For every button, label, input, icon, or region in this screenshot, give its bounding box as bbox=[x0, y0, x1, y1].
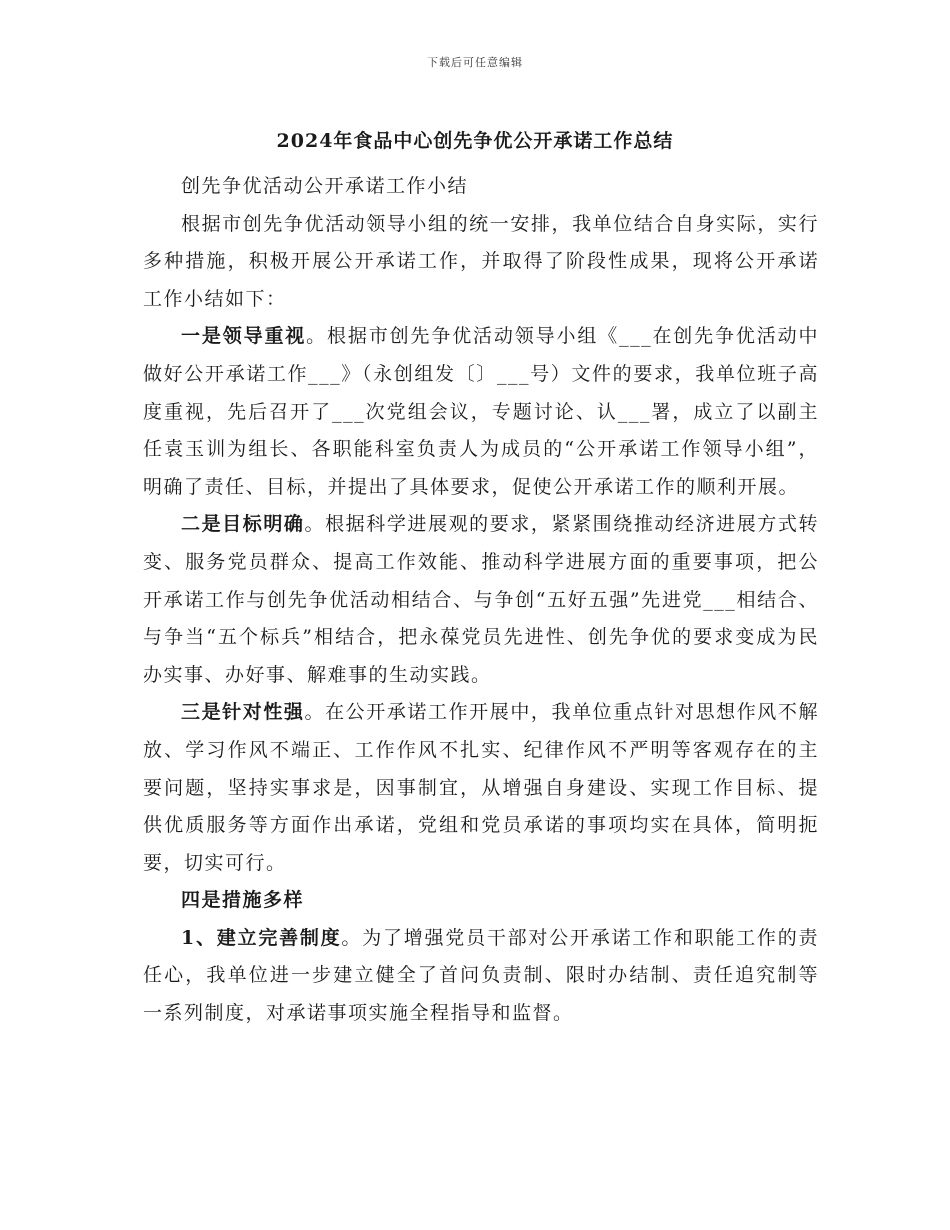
paragraph-targeted bbox=[143, 694, 819, 882]
header-note: 下载后可任意编辑 bbox=[427, 56, 523, 69]
paragraph-measures-heading bbox=[143, 882, 819, 920]
paragraph-text: 。为了增强党员干部对公开承诺工作和职能工作的责任心，我单位进一步建立健全了首问负责制、限时办结制、责任追究制等一系列制度，对承诺事项实施全程指导和监督。 bbox=[143, 926, 819, 1025]
document-title: 2024年食品中心创先争优公开承诺工作总结 bbox=[276, 130, 674, 152]
paragraph-lead: 二是目标明确 bbox=[181, 513, 305, 536]
paragraph-intro bbox=[143, 206, 819, 319]
paragraph-lead: 四是措施多样 bbox=[181, 889, 305, 912]
paragraph-goals bbox=[143, 506, 819, 694]
paragraph-text: 创先争优活动公开承诺工作小结 bbox=[181, 175, 469, 197]
paragraph-subtitle bbox=[143, 168, 819, 206]
paragraph-lead: 1、建立完善制度 bbox=[181, 926, 342, 949]
paragraph-text: 。在公开承诺工作开展中，我单位重点针对思想作风不解放、学习作风不端正、工作作风不扎实、纪律作风不严明等客观存在的主要问题，坚持实事求是，因事制宜，从增强自身建设、实现工作目标、提供优质服务等方面作出承诺，党组和党员承诺的事项均实在具体，简明扼要，切实可行。 bbox=[143, 701, 819, 874]
paragraph-text: 根据市创先争优活动领导小组的统一安排，我单位结合自身实际，实行多种措施，积极开展公开承诺工作，并取得了阶段性成果，现将公开承诺工作小结如下： bbox=[143, 212, 819, 310]
paragraph-lead: 三是针对性强 bbox=[181, 701, 305, 724]
document-body bbox=[143, 168, 819, 1033]
paragraph-text: 。根据市创先争优活动领导小组《___在创先争优活动中做好公开承诺工作___》（永创组发〔〕___号）文件的要求，我单位班子高度重视，先后召开了___次党组会议，专题讨论、认___署，成立了以副主任袁玉训为组长、各职能科室负责人为成员的“公开承诺工作领导小组”，明确了责任、目标，并提出了具体要求，促使公开承诺工作的顺利开展。 bbox=[143, 325, 819, 498]
paragraph-text: 。根据科学进展观的要求，紧紧围绕推动经济进展方式转变、服务党员群众、提高工作效能、推动科学进展方面的重要事项，把公开承诺工作与创先争优活动相结合、与争创“五好五强”先进党___相结合、与争当“五个标兵”相结合，把永葆党员先进性、创先争优的要求变成为民办实事、办好事、解难事的生动实践。 bbox=[143, 513, 819, 686]
paragraph-leadership bbox=[143, 318, 819, 506]
paragraph-system bbox=[143, 920, 819, 1033]
paragraph-lead: 一是领导重视 bbox=[181, 325, 307, 348]
